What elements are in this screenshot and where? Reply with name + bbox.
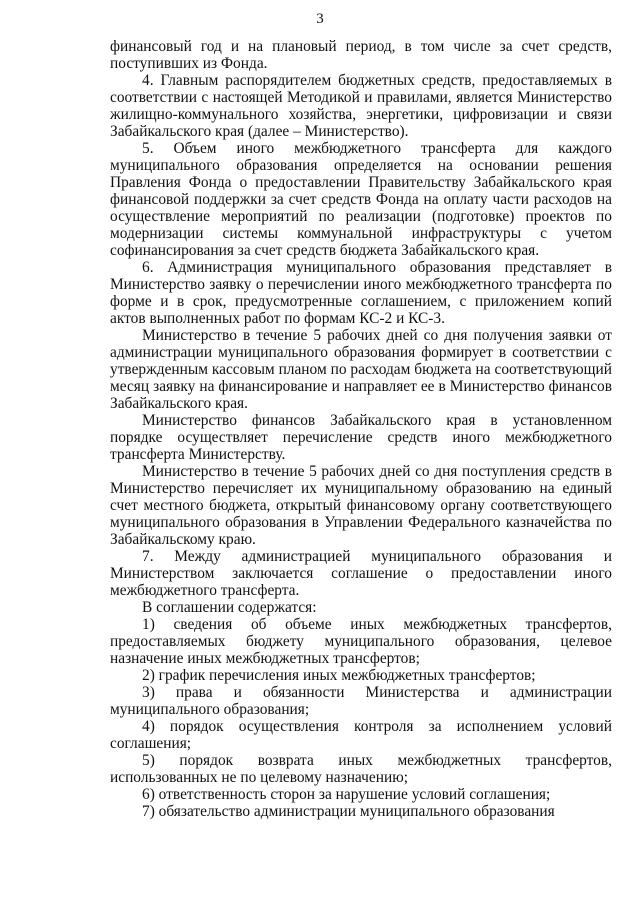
list-item-6: 6) ответственность сторон за нарушение условий соглашения; bbox=[142, 786, 551, 803]
list-item-2: 2) график перечисления иных межбюджетных трансфертов; bbox=[142, 667, 536, 684]
list-item-3: 3) права и обязанности Министерства и администрации муниципального образования; bbox=[110, 684, 612, 718]
paragraph-item-6: 6. Администрация муниципального образования представляет в Министерство заявку о перечислении иного межбюджетного трансферта по форме и в срок, предусмотренные соглашением, с приложением копий актов выполненных работ по формам КС-2 и КС-3. bbox=[110, 259, 612, 327]
paragraph-item-5: 5. Объем иного межбюджетного трансферта для каждого муниципального образования определяется на основании решения Правления Фонда о предоставлении Правительству Забайкальского края финансовой поддержки за счет средств Фонда на оплату части расходов на осуществление мероприятий по реализации (подготовке) проектов по модернизации системы коммунальной инфраструктуры с учетом софинансирования за счет средств бюджета Забайкальского края. bbox=[110, 140, 612, 259]
paragraph-continuation: финансовый год и на плановый период, в том числе за счет средств, поступивших из Фонда. bbox=[110, 38, 612, 72]
list-item-1: 1) сведения об объеме иных межбюджетных трансфертов, предоставляемых бюджету муниципального образования, целевое назначение иных межбюджетных трансфертов; bbox=[110, 616, 612, 667]
list-item-5: 5) порядок возврата иных межбюджетных трансфертов, использованных не по целевому назначению; bbox=[110, 752, 612, 786]
paragraph-municipal-transfer: Министерство в течение 5 рабочих дней со дня поступления средств в Министерство перечисляет их муниципальному образованию на единый счет местного бюджета, открытый финансовому органу соответствующего муниципального образования в Управлении Федерального казначейства по Забайкальскому краю. bbox=[110, 463, 612, 548]
paragraph-application-processing: Министерство в течение 5 рабочих дней со дня получения заявки от администрации муниципального образования формирует в соответствии с утвержденным кассовым планом по расходам бюджета на соответствующий месяц заявку на финансирование и направляет ее в Министерство финансов Забайкальского края. bbox=[110, 327, 612, 412]
paragraph-item-4: 4. Главным распорядителем бюджетных средств, предоставляемых в соответствии с настоящей Методикой и правилами, является Министерство жилищно-коммунального хозяйства, энергетики, цифровизации и связи Забайкальского края (далее – Министерство). bbox=[110, 72, 612, 140]
document-body bbox=[110, 38, 612, 820]
page-number: 3 bbox=[316, 11, 324, 27]
paragraph-item-7: 7. Между администрацией муниципального образования и Министерством заключается соглашение о предоставлении иного межбюджетного трансферта. bbox=[110, 548, 612, 599]
list-item-4: 4) порядок осуществления контроля за исполнением условий соглашения; bbox=[110, 718, 612, 752]
paragraph-agreement-contents: В соглашении содержатся: bbox=[142, 599, 317, 616]
list-item-7: 7) обязательство администрации муниципального образования bbox=[142, 803, 555, 820]
paragraph-finance-transfer: Министерство финансов Забайкальского края в установленном порядке осуществляет перечисление средств иного межбюджетного трансферта Министерству. bbox=[110, 412, 612, 463]
